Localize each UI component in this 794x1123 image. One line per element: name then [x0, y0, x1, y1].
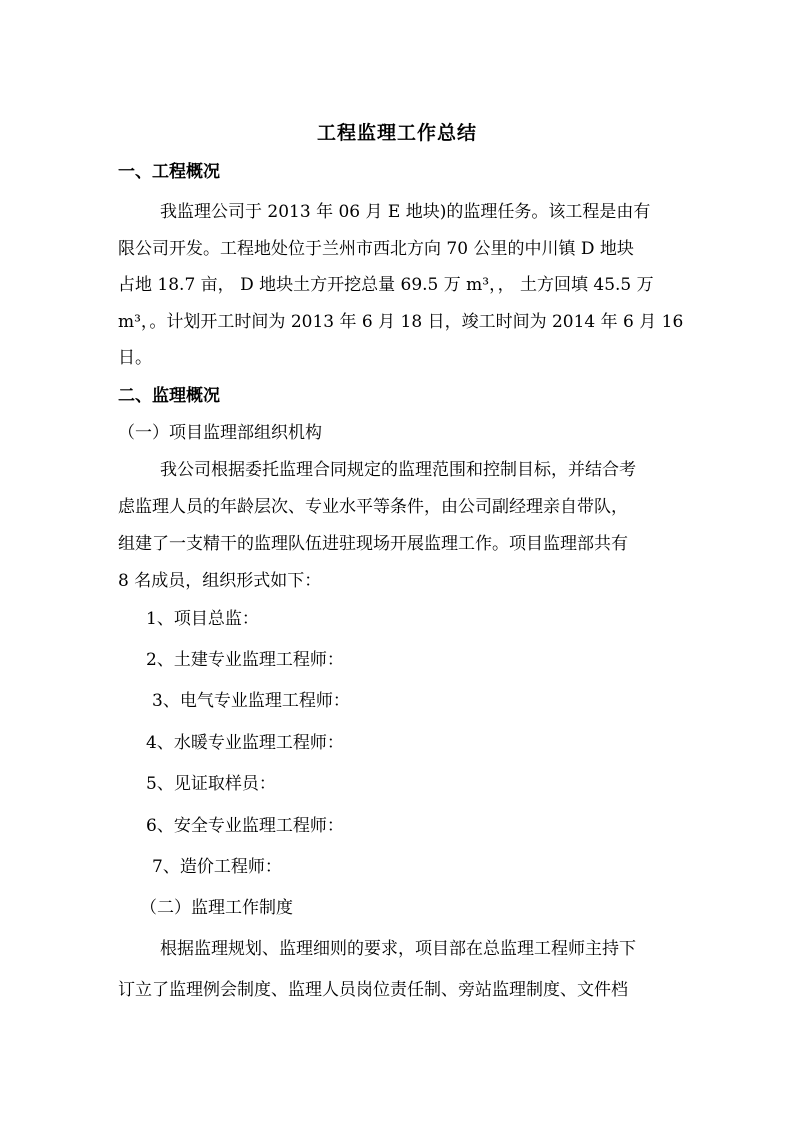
section-heading-overview: 一、工程概况	[118, 162, 220, 182]
paragraph-line: 日。	[118, 348, 152, 368]
paragraph-line: 限公司开发。工程地处位于兰州市西北方向 70 公里的中川镇 D 地块	[118, 239, 634, 259]
section-heading-supervision: 二、监理概况	[118, 386, 220, 406]
list-item: 3、电气专业监理工程师：	[152, 691, 350, 711]
document-title: 工程监理工作总结	[316, 122, 477, 144]
paragraph-line: 我公司根据委托监理合同规定的监理范围和控制目标，并结合考	[160, 460, 636, 480]
paragraph-line: 我监理公司于 2013 年 06 月 E 地块)的监理任务。该工程是由有	[160, 202, 651, 222]
paragraph-line: 8 名成员，组织形式如下：	[118, 571, 322, 591]
subsection-heading-organization: （一）项目监理部组织机构	[118, 423, 322, 443]
paragraph-line: 组建了一支精干的监理队伍进驻现场开展监理工作。项目监理部共有	[118, 534, 628, 554]
subsection-heading-rules: （二）监理工作制度	[140, 898, 293, 918]
list-item: 2、土建专业监理工程师：	[146, 650, 344, 670]
list-item: 6、安全专业监理工程师：	[146, 816, 344, 836]
list-item: 1、项目总监：	[146, 609, 259, 629]
paragraph-line: 占地 18.7 亩， D 地块土方开挖总量 69.5 万 m³，， 土方回填 45.5 万	[118, 275, 654, 295]
paragraph-line: m³，。计划开工时间为 2013 年 6 月 18 日，竣工时间为 2014 年 6 月 16	[118, 312, 684, 332]
paragraph-line: 订立了监理例会制度、监理人员岗位责任制、旁站监理制度、文件档	[118, 980, 628, 1000]
list-item: 4、水暖专业监理工程师：	[146, 733, 344, 753]
list-item: 5、见证取样员：	[146, 774, 276, 794]
list-item: 7、造价工程师：	[152, 857, 282, 877]
paragraph-line: 虑监理人员的年龄层次、专业水平等条件，由公司副经理亲自带队，	[118, 497, 628, 517]
paragraph-line: 根据监理规划、监理细则的要求，项目部在总监理工程师主持下	[160, 939, 636, 959]
